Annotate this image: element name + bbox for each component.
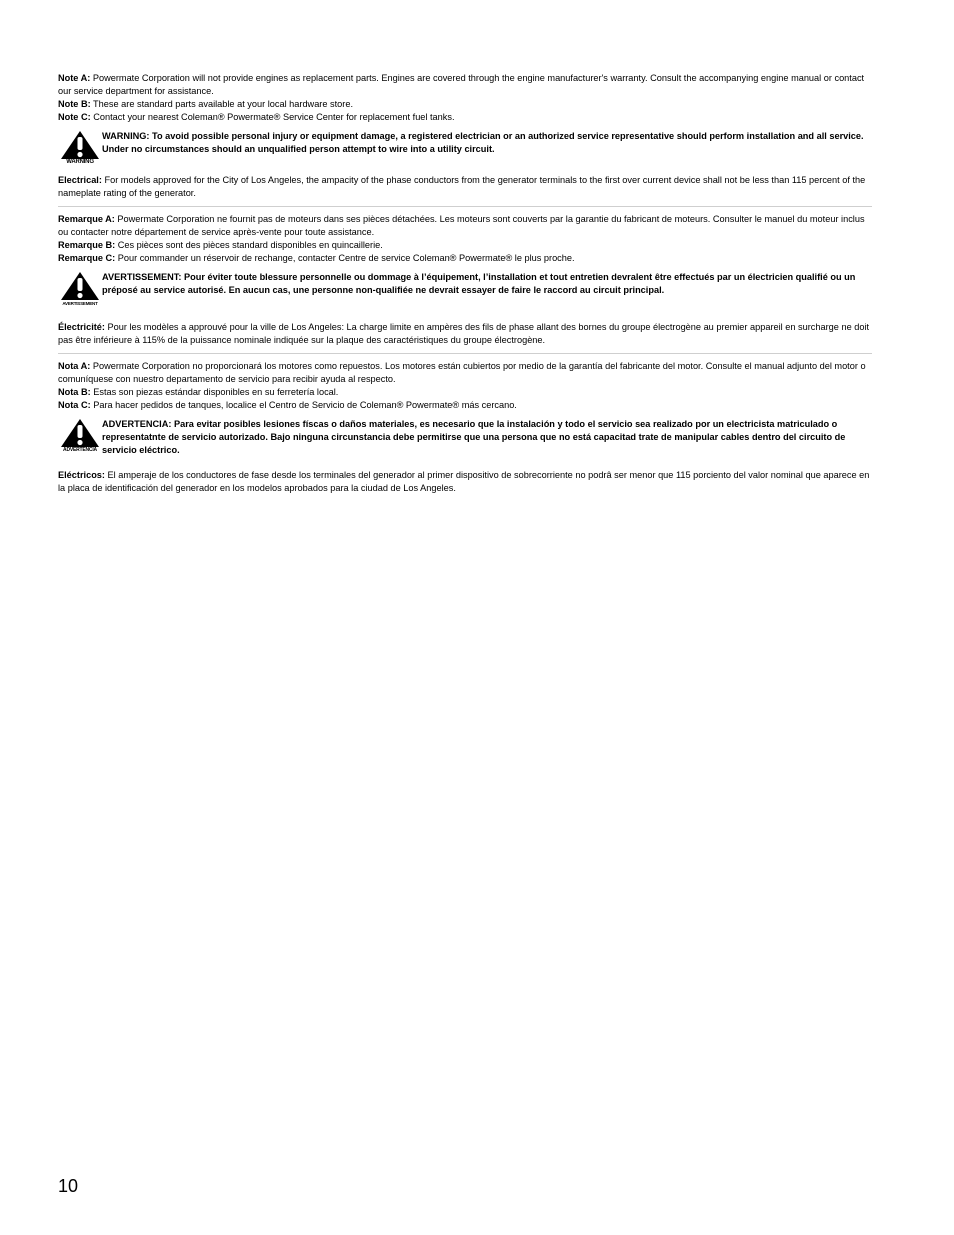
electrical-note: [58, 321, 872, 347]
warning-icon-label: AVERTISSEMENT: [62, 301, 98, 306]
remarque-b: [58, 239, 872, 252]
note-label: Remarque B:: [58, 240, 116, 250]
note-label: Note C:: [58, 112, 91, 122]
warning-icon: [58, 130, 102, 166]
electrical-note: [58, 174, 872, 200]
electrical-label: Electrical:: [58, 175, 102, 185]
spanish-section: [58, 360, 872, 495]
section-divider: [58, 206, 872, 207]
section-divider: [58, 353, 872, 354]
warning-triangle-icon: [60, 130, 100, 160]
note-text: Powermate Corporation no proporcionará los motores como repuestos. Los motores están cubiertos por medio de la garantía del fabricante del motor. Consulte el manual adjunto del motor o comuníquese con nuestro departamento de servicio para recibir ayuda al respecto.: [58, 361, 866, 384]
note-text: Pour commander un réservoir de rechange, contacter Centre de service Coleman® Powermate® le plus proche.: [115, 253, 575, 263]
note-text: Estas son piezas estándar disponibles en su ferretería local.: [90, 387, 339, 397]
electrical-text: El amperaje de los conductores de fase desde los terminales del generador al primer dispositivo de sobrecorriente no podrâ ser menor que 115 porciento del valor nominal que aparece en la placa de identificación del generador en los modelos aprobados para la ciudad de Los Angeles.: [58, 470, 870, 493]
warning-triangle-icon: [60, 418, 100, 448]
warning-text: AVERTISSEMENT: Pour éviter toute blessure personnelle ou dommage à l’équipement, l’installation et tout entretien devralent être effectués par un électricien qualifié ou un préposé au service autorisé. En aucun cas, une personne non-qualifiée ne devrait essayer de faire le raccord au circuit principal.: [102, 272, 856, 295]
note-text: Ces pièces sont des pièces standard disponibles en quincaillerie.: [115, 240, 383, 250]
note-label: Nota B:: [58, 387, 91, 397]
electrical-label: Eléctricos:: [58, 470, 105, 480]
note-a: [58, 72, 872, 98]
note-label: Nota C:: [58, 400, 91, 410]
note-label: Note B:: [58, 99, 91, 109]
warning-text: WARNING: To avoid possible personal injury or equipment damage, a registered electrician or an authorized service representative should perform installation and all service. Under no circumstances should an unqualified person attempt to wire into a utility circuit.: [102, 131, 864, 154]
advertencia-block: [58, 418, 872, 457]
note-text: These are standard parts available at your local hardware store.: [90, 99, 353, 109]
french-section: [58, 213, 872, 347]
remarque-c: [58, 252, 872, 265]
note-text: Para hacer pedidos de tanques, localice el Centro de Servicio de Coleman® Powermate® más cercano.: [90, 400, 517, 410]
nota-a: [58, 360, 872, 386]
electrical-note: [58, 469, 872, 495]
electrical-label: Électricité:: [58, 322, 105, 332]
page-number: 10: [58, 1176, 79, 1196]
english-section: [58, 72, 872, 200]
warning-icon-label: WARNING: [66, 159, 94, 165]
note-label: Remarque A:: [58, 214, 115, 224]
remarque-a: [58, 213, 872, 239]
nota-b: [58, 386, 872, 399]
note-label: Remarque C:: [58, 253, 116, 263]
electrical-text: Pour les modèles a approuvé pour la ville de Los Angeles: La charge limite en ampères des fils de phase allant des bornes du groupe électrogène au premier appareil en surcharge ne doit pas être inférieure à 115% de la puissance nominale indiquée sur la plaque des caractéristiques du groupe électrogène.: [58, 322, 870, 345]
note-b: [58, 98, 872, 111]
warning-icon: [58, 271, 102, 307]
avertissement-block: [58, 271, 872, 307]
note-text: Powermate Corporation ne fournit pas de moteurs dans ses pièces détachées. Les moteurs sont couverts par la garantie du fabricant de moteurs. Consulter le manuel du moteur inclus ou contacter notre département de service après-vente pour toute assistance.: [58, 214, 865, 237]
nota-c: [58, 399, 872, 412]
note-text: Contact your nearest Coleman® Powermate® Service Center for replacement fuel tanks.: [90, 112, 455, 122]
warning-icon-label: ADVERTENCIA: [63, 447, 97, 453]
warning-triangle-icon: [60, 271, 100, 301]
note-c: [58, 111, 872, 124]
note-label: Note A:: [58, 73, 91, 83]
warning-icon: [58, 418, 102, 454]
warning-block: [58, 130, 872, 166]
warning-text: ADVERTENCIA: Para evitar posibles lesiones físcas o daños materiales, es necesario que la instalación y todo el servicio sea realizado por un electricista matriculado o representatnte de servicio autorizado. Bajo ninguna circunstancia debe permitirse que una persona que no está capacitad trate de manipular cables dentro del circuito de servicio eléctrico.: [102, 419, 846, 455]
note-label: Nota A:: [58, 361, 91, 371]
page-content: [58, 72, 872, 495]
electrical-text: For models approved for the City of Los Angeles, the ampacity of the phase conductors from the generator terminals to the first over current device shall not be less than 115 percent of the nameplate rating of the generator.: [58, 175, 866, 198]
note-text: Powermate Corporation will not provide engines as replacement parts. Engines are covered through the engine manufacturer's warranty. Consult the accompanying engine manual or contact our service department for assistance.: [58, 73, 865, 96]
